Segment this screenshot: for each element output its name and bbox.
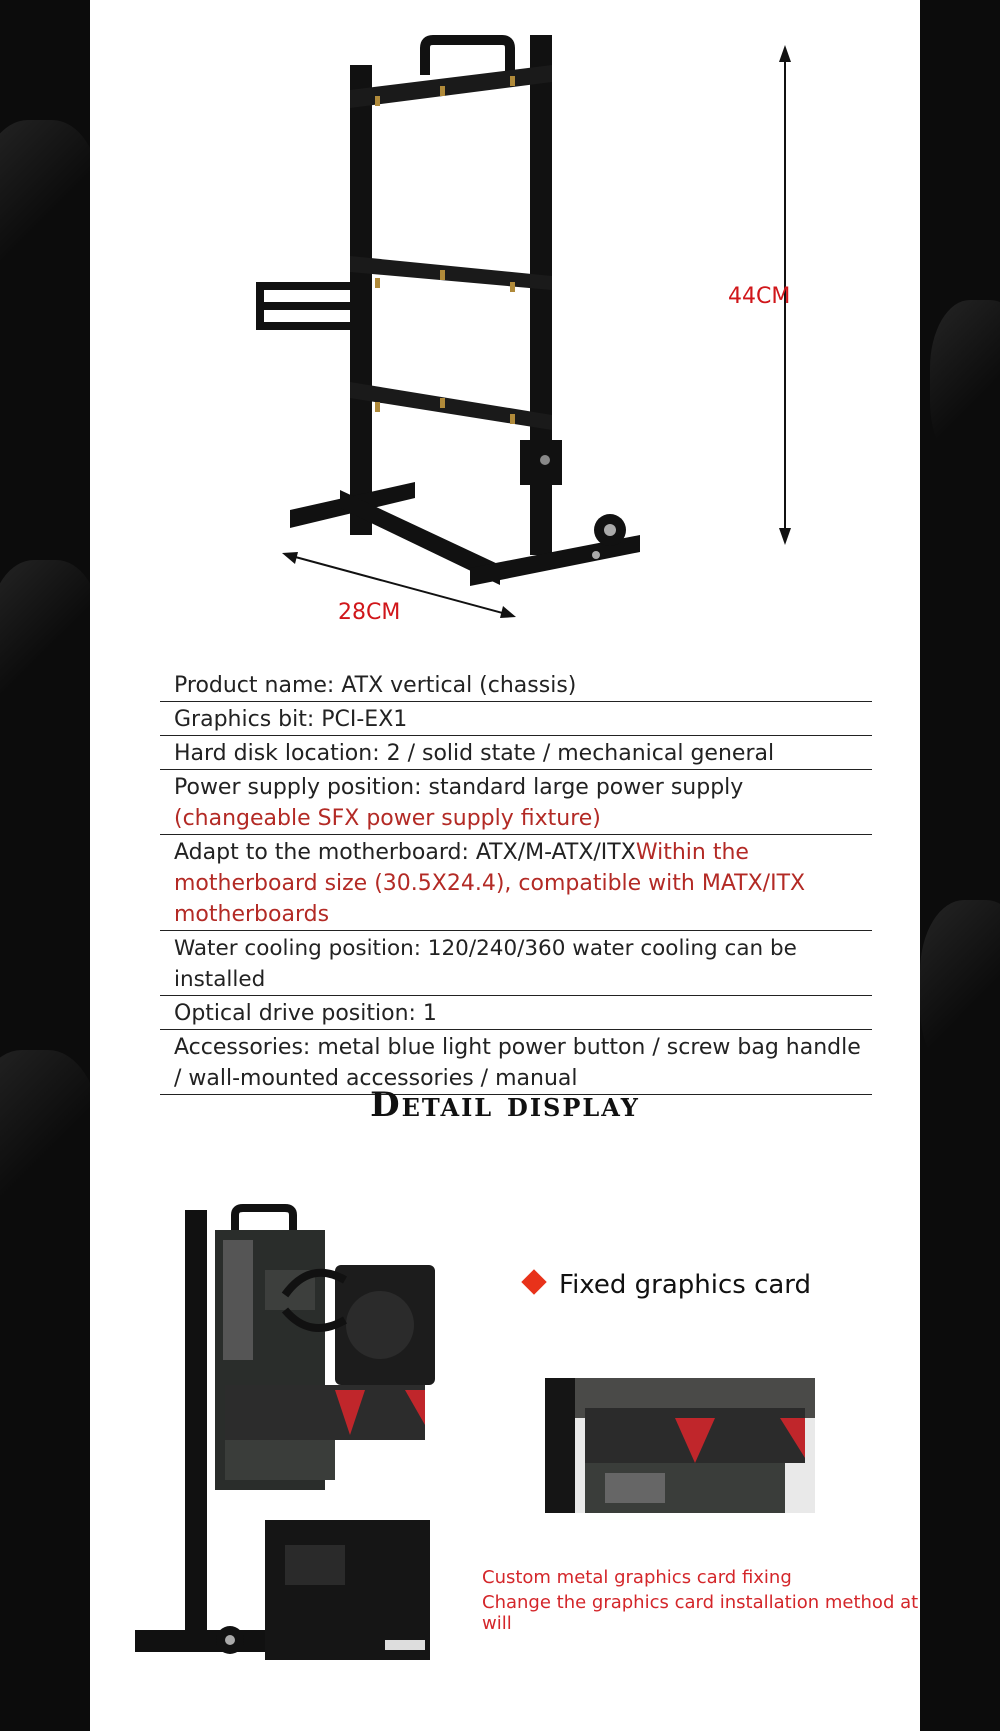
- spec-table: [160, 668, 872, 1095]
- product-page: [90, 0, 920, 1731]
- diamond-bullet-icon: [521, 1269, 546, 1294]
- spec-power-supply-text: Power supply position: standard large power supply: [174, 775, 744, 800]
- caption-line-2: Change the graphics card installation method at will: [482, 1592, 919, 1634]
- spec-motherboard-text: Adapt to the motherboard: ATX/M-ATX/ITX: [174, 840, 636, 865]
- left-dark-background: [0, 0, 90, 1731]
- decorative-swirl: [0, 120, 100, 300]
- width-dimension-label: 28CM: [338, 600, 401, 625]
- decorative-swirl: [0, 1050, 100, 1250]
- spec-power-supply: [160, 770, 872, 835]
- spec-water-cooling: Water cooling position: 120/240/360 water cooling can be installed: [160, 931, 872, 996]
- decorative-swirl: [930, 300, 1000, 470]
- spec-graphics-bit: Graphics bit: PCI-EX1: [160, 702, 872, 736]
- feature-heading: [525, 1270, 811, 1300]
- right-dark-background: [920, 0, 1000, 1731]
- spec-hard-disk: Hard disk location: 2 / solid state / mechanical general: [160, 736, 872, 770]
- detail-display-heading: Detail display: [370, 1085, 640, 1125]
- assembled-chassis-photo: [135, 1200, 465, 1670]
- feature-label: Fixed graphics card: [559, 1270, 812, 1300]
- decorative-swirl: [0, 560, 100, 720]
- height-dimension-label: 44CM: [728, 284, 791, 309]
- graphics-card-closeup-photo: [545, 1378, 815, 1513]
- caption-line-1: Custom metal graphics card fixing: [482, 1567, 792, 1588]
- spec-power-supply-note: (changeable SFX power supply fixture): [174, 806, 601, 831]
- spec-accessories: Accessories: metal blue light power button / screw bag handle / wall-mounted accessories / manual: [160, 1030, 872, 1095]
- spec-motherboard: [160, 835, 872, 931]
- chassis-frame-image: [240, 20, 800, 630]
- spec-motherboard-note: Within the motherboard size (30.5X24.4), compatible with MATX/ITX motherboards: [174, 840, 806, 927]
- spec-product-name: Product name: ATX vertical (chassis): [160, 668, 872, 702]
- decorative-swirl: [920, 900, 1000, 1080]
- spec-optical-drive: Optical drive position: 1: [160, 996, 872, 1030]
